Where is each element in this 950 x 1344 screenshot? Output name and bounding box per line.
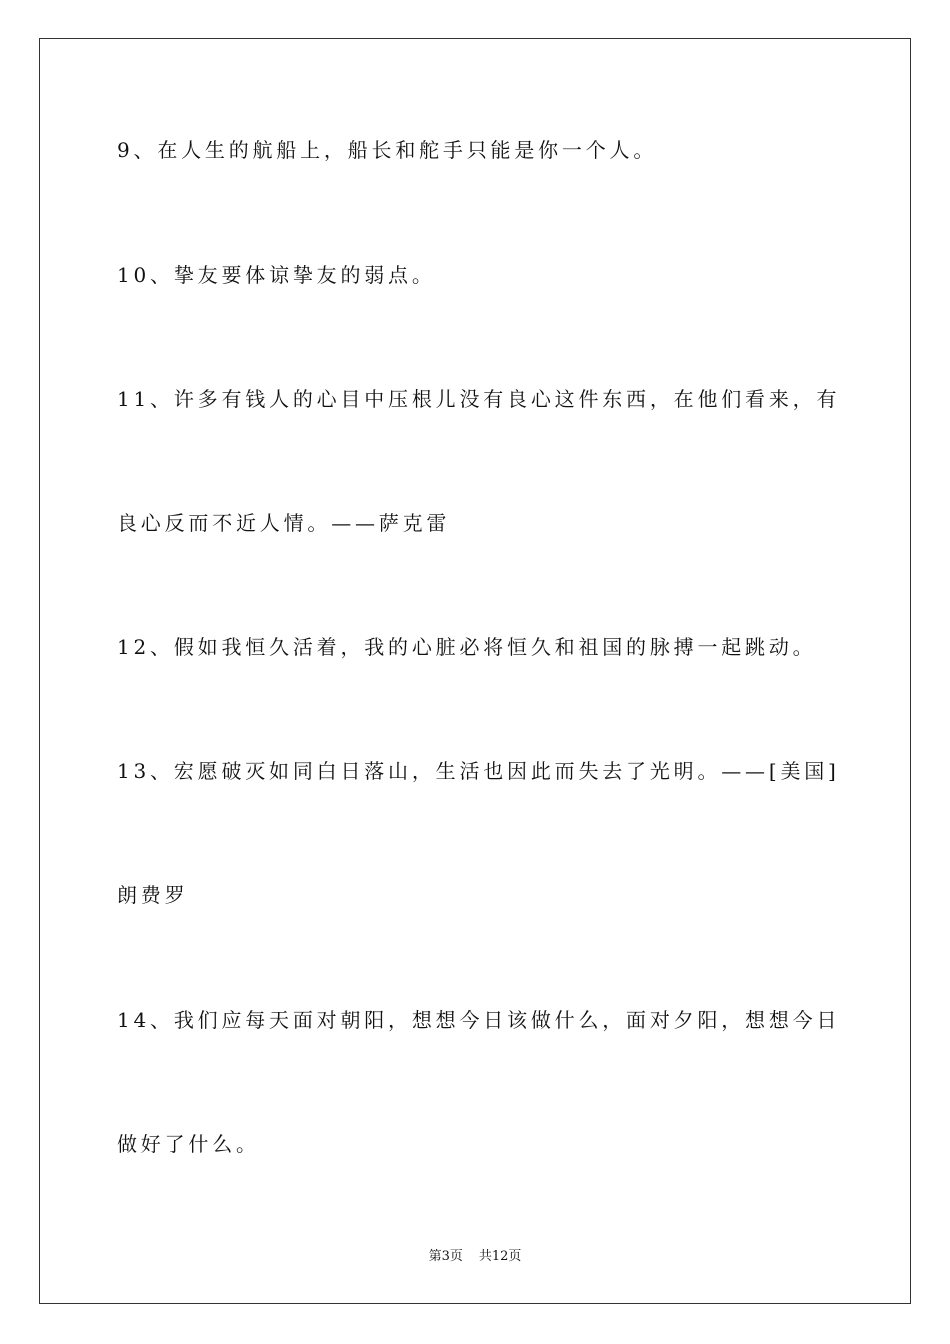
page-frame [39, 38, 911, 1304]
text-line-14b: 做好了什么。 [117, 1132, 260, 1156]
text-line-12: 12、假如我恒久活着，我的心脏必将恒久和祖国的脉搏一起跳动。 [117, 635, 817, 659]
text-line-13b: 朗费罗 [117, 883, 189, 907]
page-total: 共12页 [478, 1249, 522, 1264]
page-footer [0, 1248, 950, 1266]
text-line-9: 9、在人生的航船上，船长和舵手只能是你一个人。 [117, 138, 658, 162]
text-line-11b: 良心反而不近人情。——萨克雷 [117, 511, 451, 535]
page-number: 第3页 [428, 1249, 463, 1264]
text-line-14a: 14、我们应每天面对朝阳，想想今日该做什么，面对夕阳，想想今日 [117, 1008, 841, 1032]
text-line-11a: 11、许多有钱人的心目中压根儿没有良心这件东西，在他们看来，有 [117, 387, 841, 411]
text-line-13a: 13、宏愿破灭如同白日落山，生活也因此而失去了光明。——[美国] [117, 759, 840, 783]
text-line-10: 10、挚友要体谅挚友的弱点。 [117, 263, 436, 287]
